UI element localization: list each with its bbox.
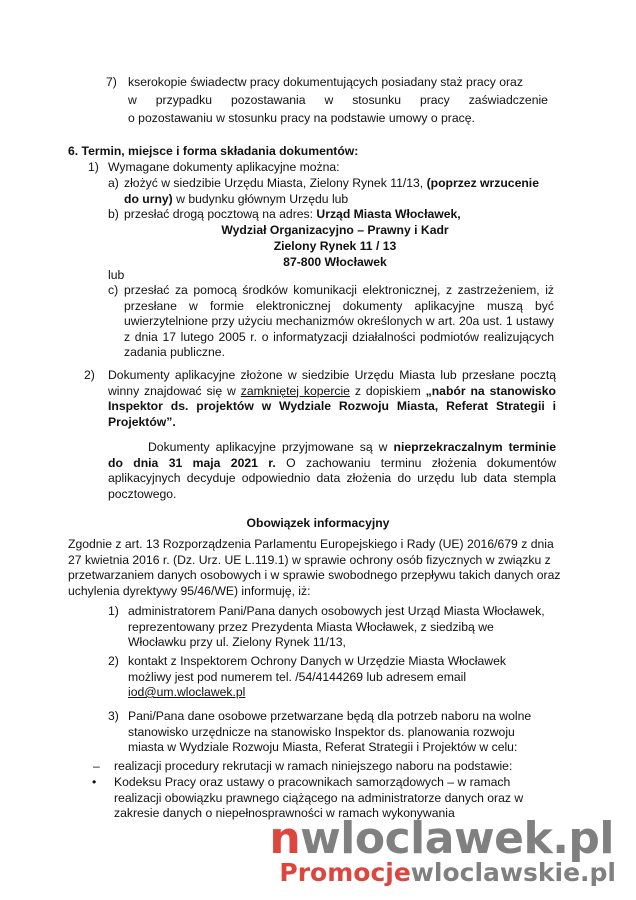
info-intro: Zgodnie z art. 13 Rozporządzenia Parlamentu Europejskiego i Rady (UE) 2016/679 z dnia 27 kwietnia 2016 r. (Dz. Urz. UE L.119.1) w sprawie ochrony osób fizycznych w związku z przetwarzaniem danych osobowych i w sprawie swobodnego przepływu takich danych oraz uchylenia dyrektywy 95/46/WE) informuję, iż:	[68, 537, 561, 598]
word: pozostawania	[230, 93, 306, 107]
watermark-logo	[269, 815, 614, 863]
item-7-number: 7)	[106, 75, 117, 89]
info-3-number: 3)	[108, 709, 119, 723]
point-1-text: Wymagane dokumenty aplikacyjne można:	[108, 160, 340, 174]
address-line-1: Urząd Miasta Włocławek,	[316, 207, 461, 221]
bullet-mark: •	[92, 775, 97, 789]
info-2-main: kontakt z Inspektorem Ochrony Danych w Urzędzie Miasta Włocławek możliwy jest pod numerem tel. /54/4144269 lub adresem email	[128, 654, 506, 684]
word: w	[128, 93, 137, 107]
item-7-line-3: o pozostawaniu w stosunku pracy na podstawie umowy o pracę.	[128, 111, 475, 125]
watermark-promocje: Promocje	[279, 858, 411, 887]
word: przypadku	[155, 93, 212, 107]
info-1-number: 1)	[108, 604, 119, 618]
watermark-n: n	[269, 813, 301, 864]
watermark-site: wloclawek.pl	[300, 813, 614, 864]
bullet-text: Kodeksu Pracy oraz ustawy o pracownikach samorządowych – w ramach realizacji obowiązku prawnego ciążącego na administratorze danych oraz w zakresie danych o niepełnosprawności w ramach wykonywania	[114, 775, 524, 820]
point-b-text	[124, 207, 554, 223]
deadline-text-2: O zachowaniu terminu złożenia dokumentów aplikacyjnych decyduje odpowiednio data złożenia do urzędu lub data stempla pocztowego.	[108, 455, 556, 501]
point-b-main: przesłać drogą pocztową na adres:	[124, 207, 314, 221]
deadline-text-1: Dokumenty aplikacyjne przyjmowane są w	[148, 440, 388, 454]
point-2-main-2: z dopiskiem	[354, 383, 421, 398]
lub-text: lub	[108, 268, 125, 282]
address-line-3: Zielony Rynek 11 / 13	[273, 239, 397, 253]
point-c-text: przesłać za pomocą środków komunikacji elektronicznej, z zastrzeżeniem, iż przesłane w formie elektronicznej dokumenty aplikacyjne muszą być uwierzytelnione przy użyciu mechanizmów określonych w art. 20a ust. 1 ustawy z dnia 17 lutego 2005 r. o informatyzacji działalności podmiotów realizujących zadania publiczne.	[124, 283, 554, 359]
point-1-number: 1)	[88, 160, 99, 174]
point-2-text	[108, 368, 556, 430]
word: w	[324, 93, 334, 107]
point-2-bold: „nabór na stanowisko Inspektor ds. projektów w Wydziale Rozwoju Miasta, Referat Strategii i Projektów”.	[108, 383, 556, 429]
point-2-underline: zamkniętej kopercie	[240, 383, 350, 398]
deadline-bold: nieprzekraczalnym terminie do dnia 31 maja 2021 r.	[108, 440, 557, 470]
section-6-heading: 6. Termin, miejsce i forma składania dokumentów:	[68, 144, 359, 158]
deadline-paragraph	[108, 440, 556, 502]
email-link[interactable]: iod@um.wloclawek.pl	[128, 685, 246, 699]
point-c-label: c)	[108, 283, 119, 297]
point-2-main: Dokumenty aplikacyjne złożone w siedzibie Urzędu Miasta lub przesłane pocztą winny znajdować się w	[108, 368, 556, 398]
point-a-label: a)	[108, 176, 119, 190]
address-line-2: Wydział Organizacyjno – Prawny i Kadr	[221, 223, 449, 237]
item-7-line-2	[128, 93, 548, 109]
item-7-line-1: kserokopie świadectw pracy dokumentujących posiadany staż pracy oraz	[128, 75, 523, 89]
word: zaświadczenie	[468, 93, 548, 107]
info-2-text	[128, 654, 548, 701]
point-a-bold-1: (poprzez wrzucenie	[426, 176, 539, 190]
info-3-text: Pani/Pana dane osobowe przetwarzane będą dla potrzeb naboru na wolne stanowisko urzędnicze na stanowisko Inspektor ds. planowania rozwoju miasta w Wydziale Rozwoju Miasta, Referat Strategii i Projektów w celu:	[128, 709, 532, 754]
info-1-text: administratorem Pani/Pana danych osobowych jest Urząd Miasta Włocławek, reprezentowany przez Prezydenta Miasta Włocławek, z siedzibą we Włocławku przy ul. Zielony Rynek 11/13,	[128, 604, 545, 649]
info-2-number: 2)	[108, 654, 119, 668]
watermark-promo-site: wloclawskie.pl	[410, 858, 616, 887]
point-a-main: złożyć w siedzibie Urzędu Miasta, Zielony Rynek 11/13,	[124, 176, 424, 190]
watermark-promo	[279, 858, 616, 888]
point-2-number: 2)	[84, 368, 95, 382]
point-a-text	[124, 176, 556, 207]
dash-text: realizacji procedury rekrutacji w ramach niniejszego naboru na podstawie:	[114, 759, 513, 773]
point-a-rest: w budynku głównym Urzędu lub	[176, 191, 349, 206]
point-a-bold-2: do urny)	[124, 191, 173, 206]
point-b-label: b)	[108, 207, 119, 221]
address-line-4: 87-800 Włocławek	[283, 255, 387, 269]
word: stosunku	[352, 93, 401, 107]
info-heading: Obowiązek informacyjny	[246, 516, 390, 530]
word: pracy	[419, 93, 450, 107]
dash-mark: –	[93, 759, 100, 773]
